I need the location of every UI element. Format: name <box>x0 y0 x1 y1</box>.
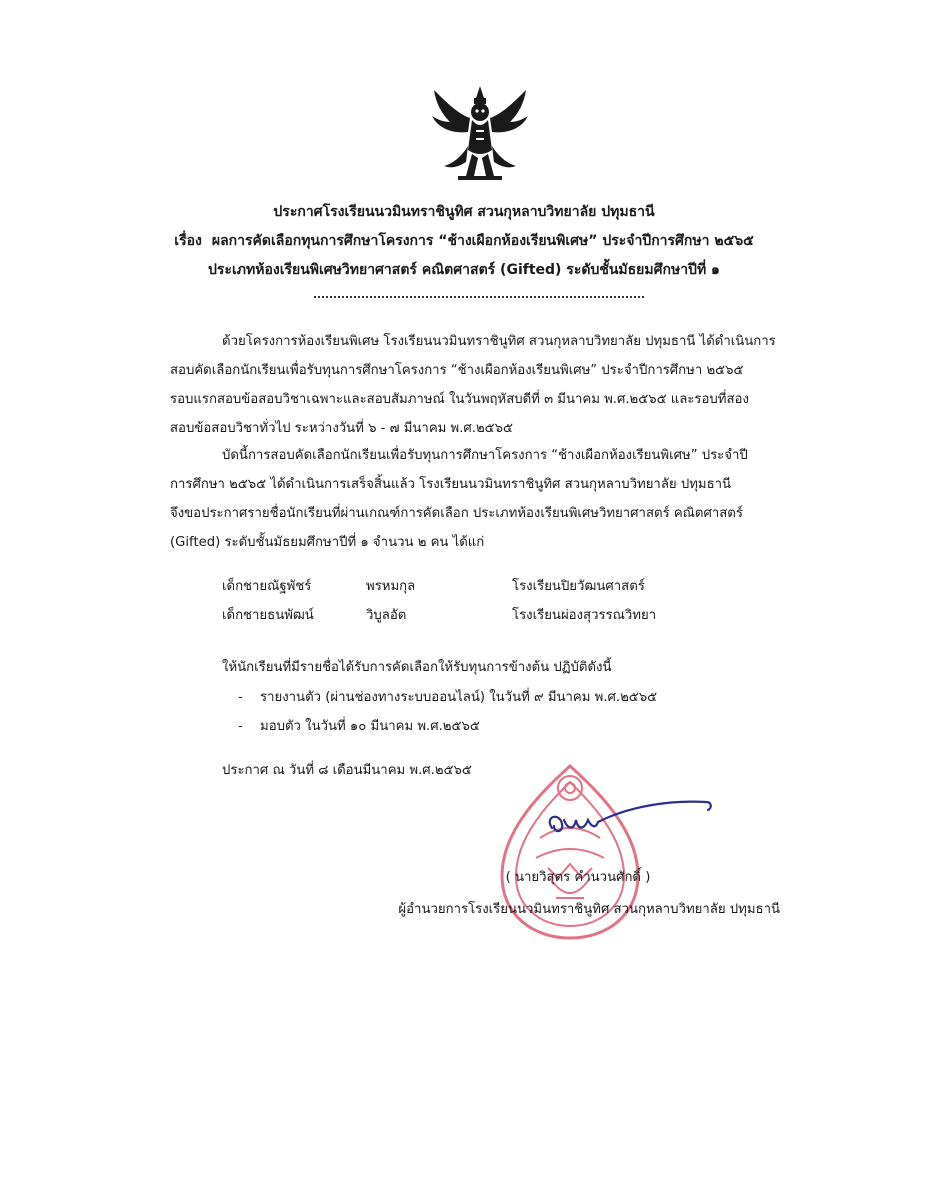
paragraph-line: สอบข้อสอบวิชาทั่วไป ระหว่างวันที่ ๖ - ๗ มีนาคม พ.ศ.๒๕๖๕ <box>170 421 513 436</box>
paragraph-line: การศึกษา ๒๕๖๕ ได้ดำเนินการเสร็จสิ้นแล้ว โรงเรียนนวมินทราชินูทิศ สวนกุหลาบวิทยาลัย ปทุมธานี <box>170 477 732 492</box>
student-row <box>222 572 682 601</box>
paragraph-line: บัดนี้การสอบคัดเลือกนักเรียนเพื่อรับทุนการศึกษาโครงการ “ช้างเผือกห้องเรียนพิเศษ” ประจำปี <box>222 448 748 463</box>
student-name: เด็กชายณัฐพัชร์ <box>222 579 312 594</box>
student-name: เด็กชายธนพัฒน์ <box>222 608 314 623</box>
announcement-category: ประเภทห้องเรียนพิเศษวิทยาศาสตร์ คณิตศาสตร์ (Gifted) ระดับชั้นมัธยมศึกษาปีที่ ๑ <box>208 262 720 278</box>
garuda-emblem-icon <box>428 84 532 184</box>
announcement-title: ประกาศโรงเรียนนวมินทราชินูทิศ สวนกุหลาบวิทยาลัย ปทุมธานี <box>273 204 655 220</box>
signatory-name: ( นายวิสุตร คำนวนศักดิ์ ) <box>505 870 651 885</box>
subject-text: ผลการคัดเลือกทุนการศึกษาโครงการ “ช้างเผือกห้องเรียนพิเศษ” ประจำปีการศึกษา ๒๕๖๕ <box>211 233 754 249</box>
paragraph-line: จึงขอประกาศรายชื่อนักเรียนที่ผ่านเกณฑ์การคัดเลือก ประเภทห้องเรียนพิเศษวิทยาศาสตร์ คณิตศาสตร์ <box>170 506 743 521</box>
announcement-subject <box>150 232 778 250</box>
subject-label: เรื่อง <box>174 233 202 249</box>
instruction-text: รายงานตัว (ผ่านช่องทางระบบออนไลน์) ในวันที่ ๙ มีนาคม พ.ศ.๒๕๖๕ <box>260 690 658 705</box>
bullet-dash: - <box>238 719 243 734</box>
paragraph-2 <box>170 441 782 557</box>
student-surname: วิบูลอัต <box>366 608 407 623</box>
student-school: โรงเรียนปิยวัฒนศาสตร์ <box>512 579 645 594</box>
instruction-text: มอบตัว ในวันที่ ๑๐ มีนาคม พ.ศ.๒๕๖๕ <box>260 719 480 734</box>
instructions-intro: ให้นักเรียนที่มีรายชื่อได้รับการคัดเลือกให้รับทุนการข้างต้น ปฏิบัติดังนี้ <box>222 660 612 675</box>
student-school: โรงเรียนผ่องสุวรรณวิทยา <box>512 608 657 623</box>
paragraph-line: สอบคัดเลือกนักเรียนเพื่อรับทุนการศึกษาโครงการ “ช้างเผือกห้องเรียนพิเศษ” ประจำปีการศึกษา ๒๕๖๕ <box>170 363 744 378</box>
instruction-item <box>238 712 480 741</box>
student-list <box>222 572 682 630</box>
bullet-dash: - <box>238 690 243 705</box>
paragraph-1 <box>170 327 782 443</box>
student-surname: พรหมกุล <box>366 579 416 594</box>
announcement-date: ประกาศ ณ วันที่ ๘ เดือนมีนาคม พ.ศ.๒๕๖๕ <box>222 763 472 778</box>
instruction-item <box>238 683 657 712</box>
signature-icon <box>530 792 720 852</box>
signatory-position: ผู้อำนวยการโรงเรียนนวมินทราชินูทิศ สวนกุหลาบวิทยาลัย ปทุมธานี <box>398 902 780 917</box>
paragraph-line: รอบแรกสอบข้อสอบวิชาเฉพาะและสอบสัมภาษณ์ ในวันพฤหัสบดีที่ ๓ มีนาคม พ.ศ.๒๕๖๕ และรอบที่สอง <box>170 392 749 407</box>
student-row <box>222 601 682 630</box>
dotted-divider <box>314 296 644 298</box>
paragraph-line: ด้วยโครงการห้องเรียนพิเศษ โรงเรียนนวมินทราชินูทิศ สวนกุหลาบวิทยาลัย ปทุมธานี ได้ดำเนินการ <box>222 334 776 349</box>
paragraph-line: (Gifted) ระดับชั้นมัธยมศึกษาปีที่ ๑ จำนวน ๒ คน ได้แก่ <box>170 535 485 550</box>
